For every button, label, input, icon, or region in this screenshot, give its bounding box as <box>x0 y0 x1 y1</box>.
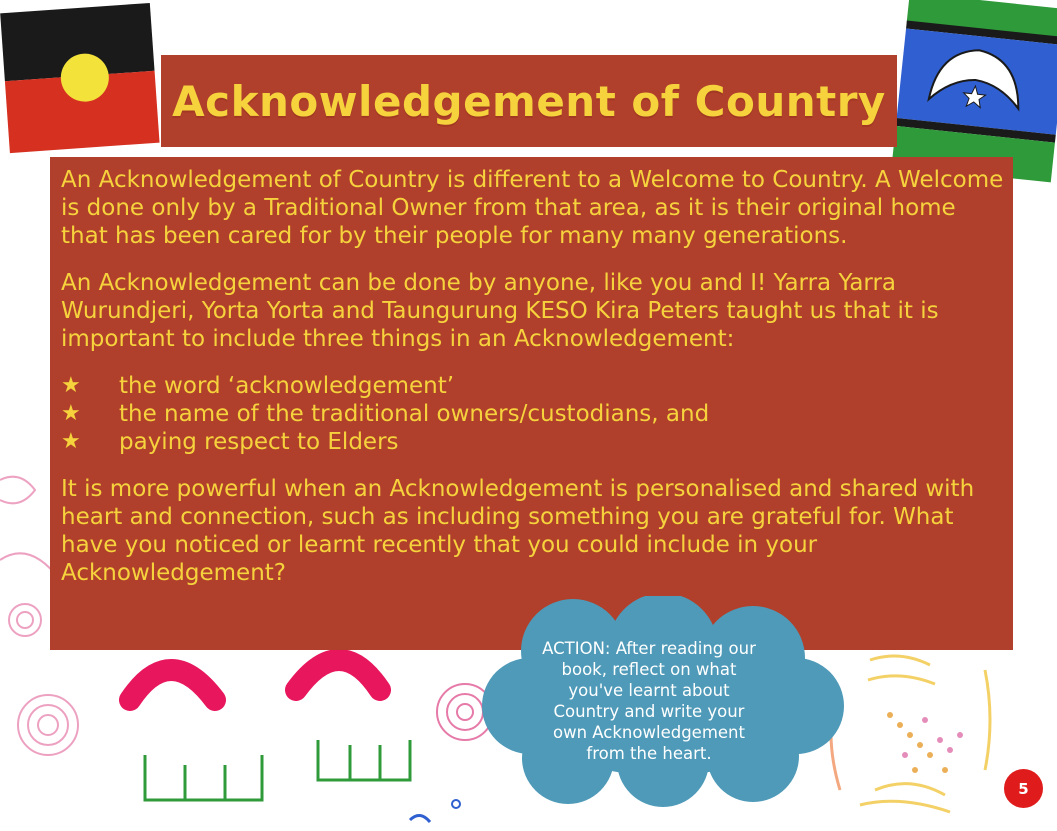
dot-painting-drawing <box>831 656 990 812</box>
paragraph-intro: An Acknowledgement of Country is different to a Welcome to Country. A Welcome is done only by a Traditional Owner from that area, as it is their original home that has been cared for by their people for many many generations. <box>61 167 1004 249</box>
page-number-badge: 5 <box>1004 769 1043 808</box>
action-text: ACTION: After reading our book, reflect on what you've learnt about Country and write your own Acknowledgement from the heart. <box>542 639 756 763</box>
star-icon: ★ <box>61 373 81 398</box>
star-icon: ★ <box>61 429 81 454</box>
paragraph-anyone: An Acknowledgement can be done by anyone, like you and I! Yarra Yarra Wurundjeri, Yorta Yorta and Taungurung KESO Kira Peters taught us that it is important to include three things in an Acknowledgement: <box>61 270 939 352</box>
bullet-list <box>61 372 1006 456</box>
star-icon: ★ <box>61 401 81 426</box>
paragraph-closing: It is more powerful when an Acknowledgement is personalised and shared with heart and connection, such as including something you are grateful for. What have you noticed or learnt recently that you could include in your Acknowledgement? <box>61 476 975 586</box>
torres-strait-islander-flag-drawing <box>892 0 1057 182</box>
page-title: Acknowledgement of Country <box>172 76 886 126</box>
list-item <box>61 428 1006 456</box>
bullet-text: paying respect to Elders <box>119 429 399 455</box>
title-band <box>161 55 897 147</box>
list-item <box>61 400 1006 428</box>
list-item <box>61 372 1006 400</box>
crayon-faces-drawing <box>130 660 493 822</box>
bullet-text: the name of the traditional owners/custodians, and <box>119 401 710 427</box>
body-text <box>61 166 1006 606</box>
bullet-text: the word ‘acknowledgement’ <box>119 373 455 399</box>
aboriginal-flag-drawing <box>0 3 159 153</box>
